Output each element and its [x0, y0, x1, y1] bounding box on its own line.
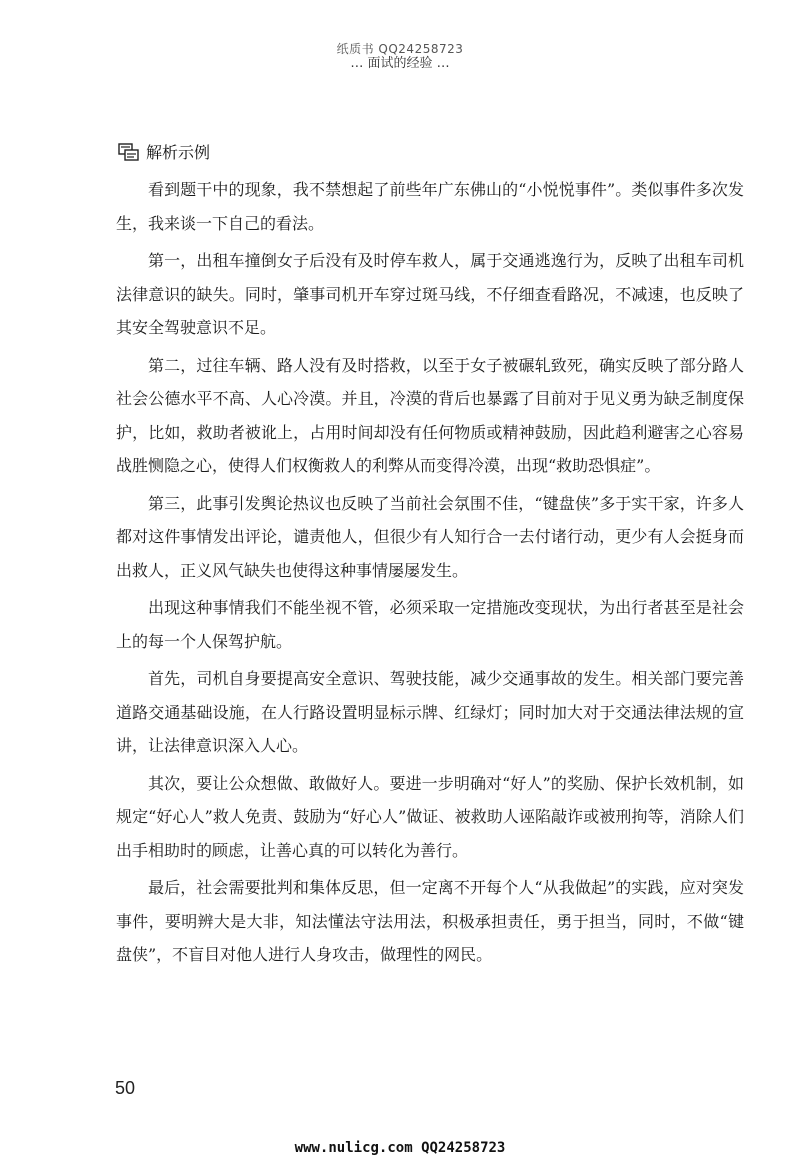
paragraph: 第三，此事引发舆论热议也反映了当前社会氛围不佳，“键盘侠”多于实干家，许多人都对这件事情发出评论，谴责他人，但很少有人知行合一去付诸行动，更少有人会挺身而出救人，正义风气缺失也使得这种事情屡屡发生。 — [116, 493, 744, 580]
document-icon — [118, 141, 140, 163]
running-header: … 面试的经验 … — [350, 56, 450, 71]
paragraph: 最后，社会需要批判和集体反思，但一定离不开每个人“从我做起”的实践，应对突发事件，要明辨大是大非，知法懂法守法用法，积极承担责任，勇于担当，同时，不做“键盘侠”，不盲目对他人进行人身攻击，做理性的网民。 — [116, 878, 744, 964]
page-number: 50 — [115, 1078, 136, 1098]
paragraph: 看到题干中的现象，我不禁想起了前些年广东佛山的“小悦悦事件”。类似事件多次发生，我来谈一下自己的看法。 — [116, 180, 744, 233]
paragraph: 第一，出租车撞倒女子后没有及时停车救人，属于交通逃逸行为，反映了出租车司机法律意识的缺失。同时，肇事司机开车穿过斑马线，不仔细查看路况，不减速，也反映了其安全驾驶意识不足。 — [116, 251, 744, 337]
watermark-top: 纸质书 QQ24258723 — [336, 42, 464, 56]
watermark-bottom: www.nulicg.com QQ24258723 — [294, 1140, 506, 1156]
section-title: 解析示例 — [146, 143, 211, 162]
paragraph: 首先，司机自身要提高安全意识、驾驶技能，减少交通事故的发生。相关部门要完善道路交通基础设施，在人行路设置明显标示牌、红绿灯；同时加大对于交通法律法规的宣讲，让法律意识深入人心。 — [116, 669, 744, 755]
article-body — [116, 173, 744, 976]
paragraph: 其次，要让公众想做、敢做好人。要进一步明确对“好人”的奖励、保护长效机制，如规定“好心人”救人免责、鼓励为“好心人”做证、被救助人诬陷敲诈或被刑拘等，消除人们出手相助时的顾虑，让善心真的可以转化为善行。 — [116, 773, 744, 860]
paragraph: 出现这种事情我们不能坐视不管，必须采取一定措施改变现状，为出行者甚至是社会上的每一个人保驾护航。 — [116, 598, 744, 651]
paragraph: 第二，过往车辆、路人没有及时搭救，以至于女子被碾轧致死，确实反映了部分路人社会公德水平不高、人心冷漠。并且，冷漠的背后也暴露了目前对于见义勇为缺乏制度保护，比如，救助者被讹上，占用时间却没有任何物质或精神鼓励，因此趋利避害之心容易战胜恻隐之心，使得人们权衡救人的利弊从而变得冷漠，出现“救助恐惧症”。 — [116, 355, 744, 475]
section-heading — [118, 140, 210, 163]
